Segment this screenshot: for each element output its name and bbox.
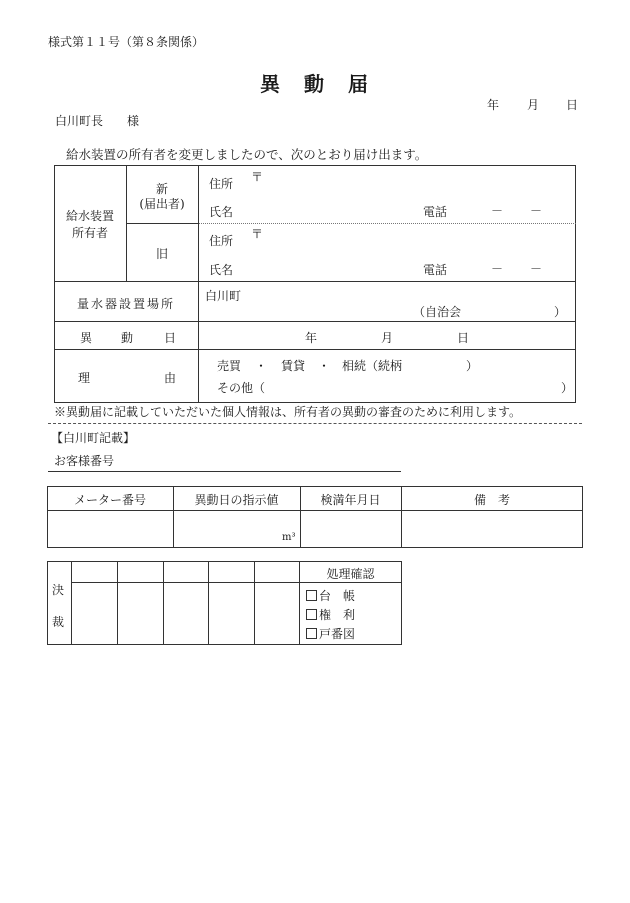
old-name-label: 氏名 (209, 263, 234, 277)
reason-lease: 賃貸 (281, 359, 306, 373)
old-phone-label: 電話 (423, 263, 448, 277)
reason-label-a: 理 (78, 371, 91, 385)
meter-table-header-3: 検満年月日 (320, 493, 381, 507)
old-address-label: 住所 (209, 234, 234, 248)
customer-number-line (48, 471, 401, 472)
reason-dot-1: ・ (255, 359, 268, 373)
meter-location-label: 量水器設置場所 (76, 297, 175, 311)
check-item-house-map[interactable]: 戸番図 (306, 625, 355, 642)
change-date-year: 年 (305, 331, 318, 345)
office-section-title: 【白川町記載】 (51, 431, 136, 445)
old-postal-mark: 〒 (251, 227, 264, 241)
process-check-title: 処理確認 (326, 567, 375, 581)
new-phone-label: 電話 (423, 205, 448, 219)
addressee: 白川町長 様 (55, 114, 140, 128)
date-year: 年 (487, 98, 500, 112)
new-phone-sep1: － (491, 204, 504, 218)
association-label: （自治会 (413, 305, 462, 319)
old-owner-label: 旧 (155, 247, 168, 261)
reason-other: その他（ (217, 381, 266, 395)
check-item-ledger[interactable]: 台 帳 (306, 587, 355, 604)
reason-inherit-close: ） (466, 359, 479, 373)
checkbox-icon[interactable] (306, 628, 317, 639)
new-name-label: 氏名 (209, 205, 234, 219)
new-owner-label: 新 (155, 182, 168, 196)
old-phone-sep2: － (530, 262, 543, 276)
office-separator (48, 423, 582, 424)
meter-location-town: 白川町 (205, 289, 242, 303)
checkbox-icon[interactable] (306, 590, 317, 601)
association-close: ） (554, 305, 567, 319)
customer-number-label: お客様番号 (54, 454, 115, 468)
page-title: 異 動 届 (260, 72, 370, 96)
form-number: 様式第１１号（第８条関係） (48, 35, 205, 49)
check-item-rights[interactable]: 権 利 (306, 606, 355, 623)
approval-label-b: 裁 (52, 615, 65, 629)
reason-label-b: 由 (164, 371, 177, 385)
old-phone-sep1: － (491, 262, 504, 276)
change-date-label-a: 異 (80, 331, 93, 345)
intro-text: 給水装置の所有者を変更しましたので、次のとおり届け出ます。 (66, 147, 428, 162)
privacy-note: ※異動届に記載していただいた個人情報は、所有者の異動の審査のために利用します。 (54, 405, 522, 419)
meter-table-header-4: 備 考 (473, 493, 510, 507)
meter-table-header-1: メーター番号 (73, 493, 146, 507)
reason-sale: 売買 (217, 359, 242, 373)
reason-other-close: ） (561, 381, 574, 395)
checkbox-icon[interactable] (306, 609, 317, 620)
new-owner-sublabel: (届出者) (139, 197, 185, 211)
change-date-label-b: 動 (121, 331, 134, 345)
date-day: 日 (566, 98, 579, 112)
new-address-label: 住所 (209, 177, 234, 191)
meter-unit: m³ (282, 532, 296, 543)
change-date-label-c: 日 (164, 331, 177, 345)
owner-label: 給水装置 所有者 (65, 209, 114, 240)
date-month: 月 (527, 98, 540, 112)
new-phone-sep2: － (530, 204, 543, 218)
new-postal-mark: 〒 (251, 170, 264, 184)
change-date-month: 月 (381, 331, 394, 345)
reason-dot-2: ・ (318, 359, 331, 373)
approval-label-a: 決 (52, 583, 65, 597)
reason-inherit: 相続（続柄 (342, 359, 403, 373)
change-date-day: 日 (457, 331, 470, 345)
meter-table-header-2: 異動日の指示値 (194, 493, 279, 507)
